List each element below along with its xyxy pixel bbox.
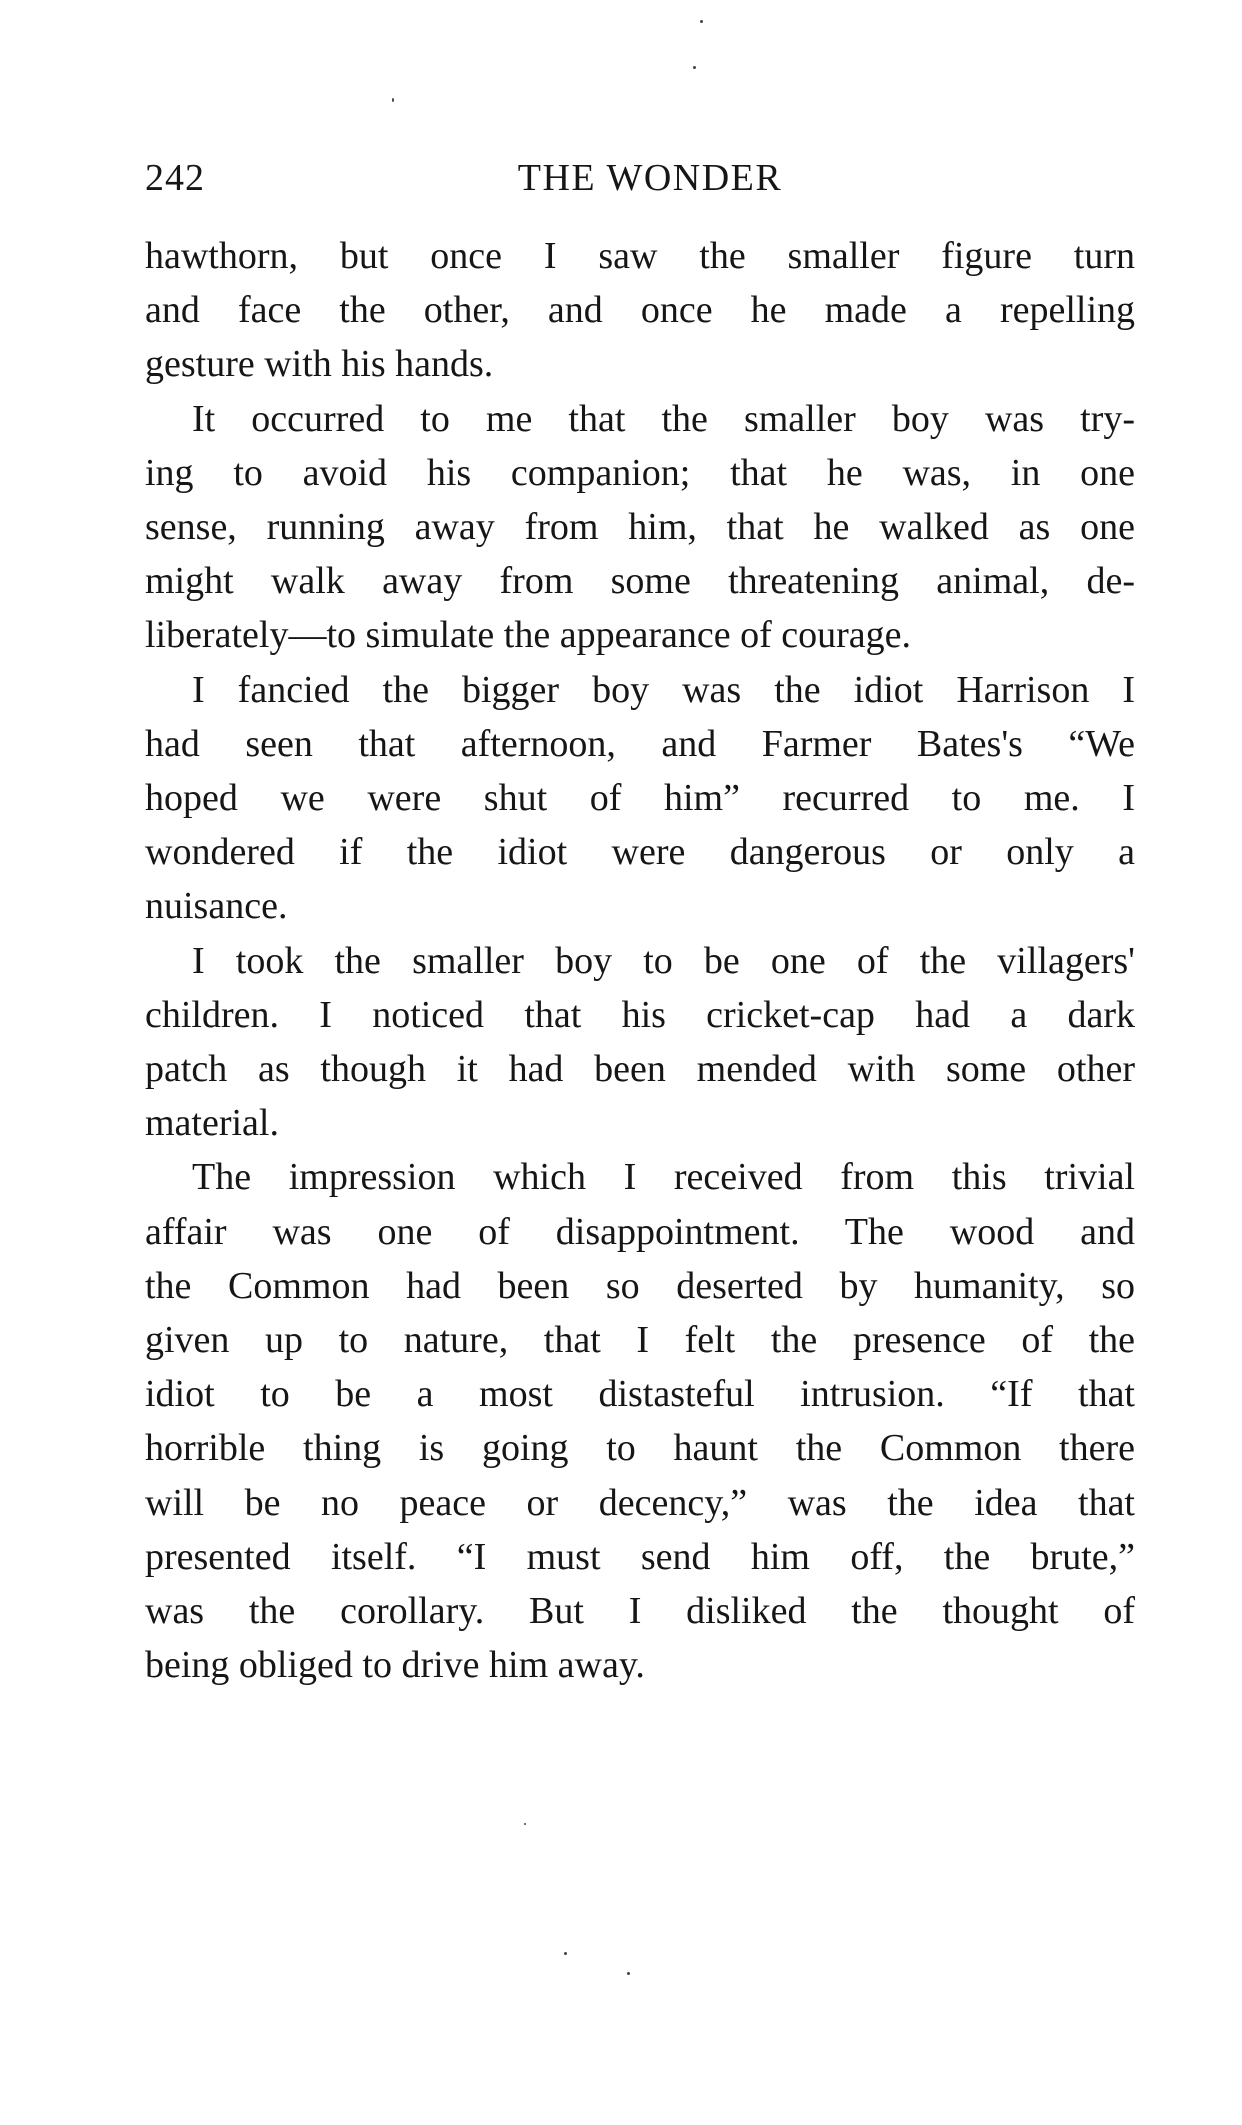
- paragraph: [145, 934, 1135, 1151]
- text-line: children. I noticed that his cricket-cap had a dark: [145, 993, 1135, 1036]
- running-title: THE WONDER: [517, 157, 783, 199]
- text-line: given up to nature, that I felt the presence of the: [145, 1319, 1135, 1362]
- text-line: was the corollary. But I disliked the thought of: [145, 1590, 1135, 1633]
- paragraph: [145, 229, 1135, 392]
- text-line: material.: [145, 1102, 279, 1145]
- scan-speck: [627, 1972, 630, 1975]
- scan-speck: [524, 1823, 526, 1825]
- text-line: might walk away from some threatening animal, de-: [145, 560, 1135, 603]
- text-line: hawthorn, but once I saw the smaller figure turn: [145, 235, 1135, 277]
- scan-speck: [700, 20, 703, 23]
- scan-speck: [392, 98, 394, 102]
- text-line: the Common had been so deserted by humanity, so: [145, 1264, 1135, 1307]
- scan-speck: [564, 1952, 567, 1955]
- text-line: The impression which I received from this trivial: [192, 1156, 1135, 1199]
- text-line: had seen that afternoon, and Farmer Bates's “We: [145, 722, 1135, 765]
- text-line: affair was one of disappointment. The wood and: [145, 1210, 1135, 1253]
- text-line: gesture with his hands.: [145, 343, 494, 386]
- paragraph: [145, 663, 1135, 934]
- text-line: nuisance.: [145, 885, 288, 928]
- text-line: sense, running away from him, that he walked as one: [145, 506, 1135, 549]
- text-line: wondered if the idiot were dangerous or only a: [145, 831, 1135, 874]
- text-line: horrible thing is going to haunt the Common there: [145, 1427, 1135, 1470]
- text-line: patch as though it had been mended with some other: [145, 1048, 1135, 1091]
- text-line: presented itself. “I must send him off, the brute,”: [145, 1535, 1135, 1578]
- text-line: idiot to be a most distasteful intrusion. “If that: [145, 1373, 1135, 1416]
- body-text: [145, 229, 1135, 1692]
- text-line: I took the smaller boy to be one of the villagers': [192, 939, 1135, 982]
- text-line: I fancied the bigger boy was the idiot Harrison I: [192, 668, 1135, 711]
- text-line: liberately—to simulate the appearance of courage.: [145, 614, 911, 657]
- text-line: It occurred to me that the smaller boy was try-: [192, 397, 1135, 440]
- running-head: [145, 150, 1135, 210]
- page-number: 242: [145, 157, 205, 199]
- paragraph: [145, 1150, 1135, 1692]
- text-line: ing to avoid his companion; that he was, in one: [145, 451, 1135, 494]
- text-line: hoped we were shut of him” recurred to me. I: [145, 777, 1135, 820]
- text-line: being obliged to drive him away.: [145, 1644, 645, 1687]
- paragraph: [145, 392, 1135, 663]
- text-line: will be no peace or decency,” was the idea that: [145, 1481, 1135, 1524]
- text-line: and face the other, and once he made a repelling: [145, 289, 1135, 332]
- scan-speck: [693, 66, 696, 69]
